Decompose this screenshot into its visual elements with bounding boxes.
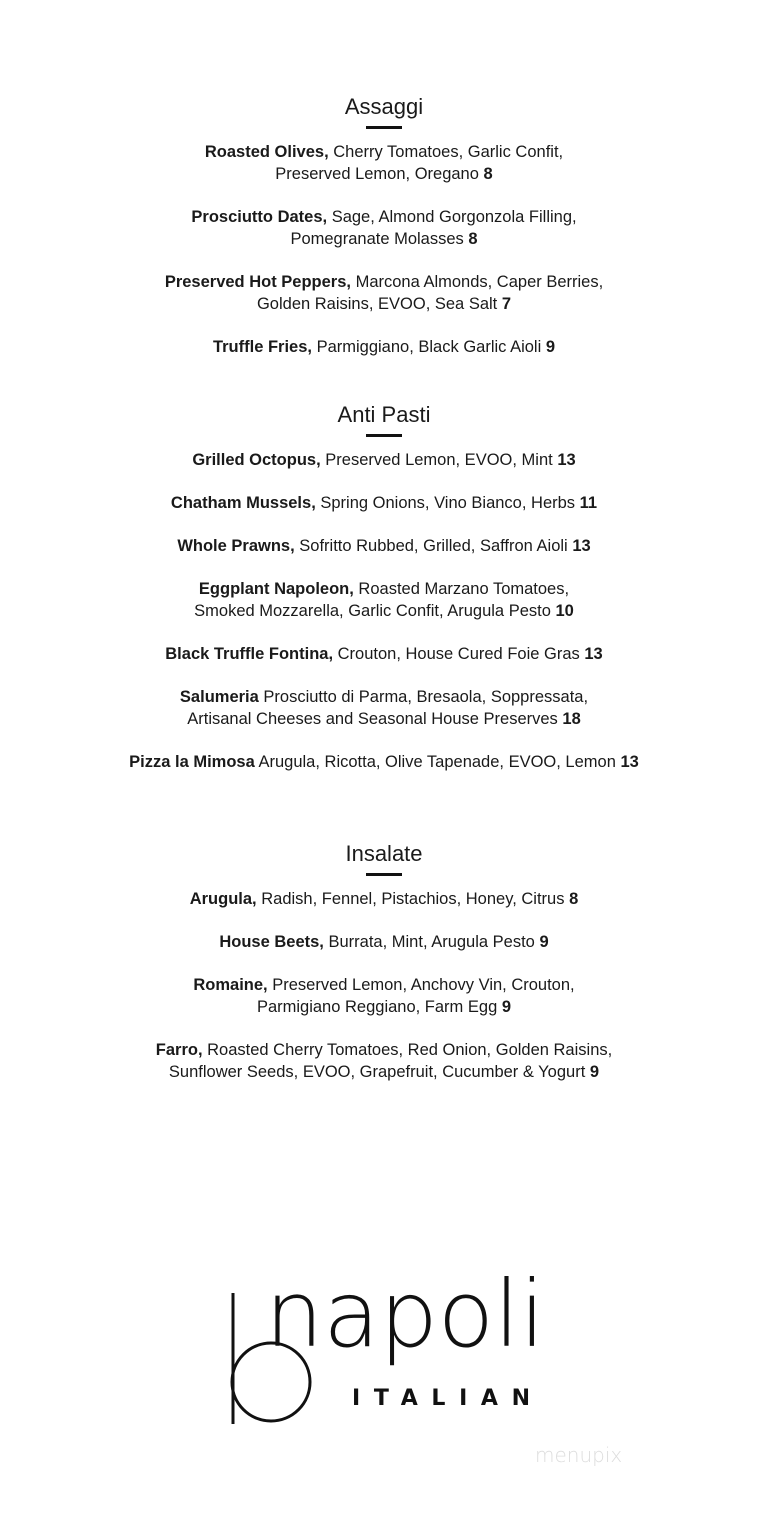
menu-item <box>0 535 768 557</box>
item-price: 8 <box>483 165 493 183</box>
item-price: 9 <box>539 933 549 951</box>
item-description: Roasted Cherry Tomatoes, Red Onion, Golden Raisins, <box>207 1041 613 1059</box>
logo-tagline: ITALIAN <box>352 1386 538 1411</box>
title-underline <box>366 434 402 437</box>
item-description: Sage, Almond Gorgonzola Filling, <box>331 208 577 226</box>
menu-item <box>0 1039 768 1083</box>
item-description: Pomegranate Molasses <box>290 230 464 248</box>
item-price: 9 <box>589 1063 600 1081</box>
item-name: Preserved Hot Peppers, <box>164 273 351 291</box>
menu-item <box>0 888 768 910</box>
item-name: Truffle Fries, <box>212 338 312 356</box>
item-description: Sofritto Rubbed, Grilled, Saffron Aioli <box>299 537 568 555</box>
item-description: Golden Raisins, EVOO, Sea Salt <box>256 295 498 313</box>
item-description: Parmigiano Reggiano, Farm Egg <box>256 998 498 1016</box>
item-description: Smoked Mozzarella, Garlic Confit, Arugula Pesto <box>194 602 551 620</box>
item-description: Parmiggiano, Black Garlic Aioli <box>316 338 542 356</box>
item-description: Marcona Almonds, Caper Berries, <box>355 273 604 291</box>
item-name: Black Truffle Fontina, <box>165 645 334 663</box>
menu-item <box>0 643 768 665</box>
menu-item <box>0 449 768 471</box>
item-name: Romaine, <box>193 976 268 994</box>
section-title: Insalate <box>345 841 423 866</box>
item-name: Prosciutto Dates, <box>191 208 328 226</box>
menu-item <box>0 931 768 953</box>
item-price: 8 <box>569 890 579 908</box>
item-price: 13 <box>620 753 639 771</box>
item-description: Preserved Lemon, Anchovy Vin, Crouton, <box>272 976 575 994</box>
item-name: Chatham Mussels, <box>170 494 316 512</box>
item-price: 9 <box>501 998 512 1016</box>
item-name: Salumeria <box>179 688 259 706</box>
item-name: Arugula, <box>189 890 257 908</box>
menu-item <box>0 974 768 1018</box>
menu-item <box>0 336 768 358</box>
section-anti-pasti <box>0 402 768 794</box>
item-name: Roasted Olives, <box>204 143 329 161</box>
item-price: 11 <box>579 494 598 512</box>
section-title: Anti Pasti <box>337 402 431 427</box>
menu-item <box>0 271 768 315</box>
item-description: Sunflower Seeds, EVOO, Grapefruit, Cucumber & Yogurt <box>168 1063 586 1081</box>
title-underline <box>366 873 402 876</box>
title-underline <box>366 126 402 129</box>
item-description: Roasted Marzano Tomatoes, <box>358 580 570 598</box>
menu-item <box>0 492 768 514</box>
menu-item <box>0 578 768 622</box>
item-name: Eggplant Napoleon, <box>198 580 354 598</box>
menu-item <box>0 751 768 773</box>
item-description: Radish, Fennel, Pistachios, Honey, Citrus <box>261 890 565 908</box>
item-price: 7 <box>501 295 512 313</box>
item-name: Grilled Octopus, <box>192 451 321 469</box>
item-price: 13 <box>584 645 603 663</box>
logo-name: napoli <box>265 1261 545 1368</box>
watermark: menupix <box>535 1443 623 1467</box>
item-price: 10 <box>555 602 574 620</box>
section-assaggi <box>0 94 768 379</box>
item-price: 13 <box>572 537 591 555</box>
item-description: Spring Onions, Vino Bianco, Herbs <box>320 494 576 512</box>
item-price: 9 <box>545 338 556 356</box>
item-name: Pizza la Mimosa <box>129 753 255 771</box>
section-insalate <box>0 841 768 1104</box>
item-description: Prosciutto di Parma, Bresaola, Soppressata, <box>263 688 589 706</box>
item-price: 18 <box>562 710 581 728</box>
item-price: 13 <box>557 451 576 469</box>
section-title: Assaggi <box>344 94 424 119</box>
item-price: 8 <box>468 230 478 248</box>
item-name: House Beets, <box>219 933 324 951</box>
item-description: Preserved Lemon, Oregano <box>275 165 479 183</box>
menu-item <box>0 206 768 250</box>
menu-item <box>0 141 768 185</box>
item-description: Artisanal Cheeses and Seasonal House Preserves <box>187 710 558 728</box>
item-description: Arugula, Ricotta, Olive Tapenade, EVOO, Lemon <box>258 753 616 771</box>
item-name: Farro, <box>155 1041 203 1059</box>
menu-item <box>0 686 768 730</box>
item-description: Cherry Tomatoes, Garlic Confit, <box>333 143 564 161</box>
item-description: Crouton, House Cured Foie Gras <box>337 645 580 663</box>
item-description: Preserved Lemon, EVOO, Mint <box>325 451 553 469</box>
item-description: Burrata, Mint, Arugula Pesto <box>328 933 535 951</box>
item-name: Whole Prawns, <box>177 537 295 555</box>
